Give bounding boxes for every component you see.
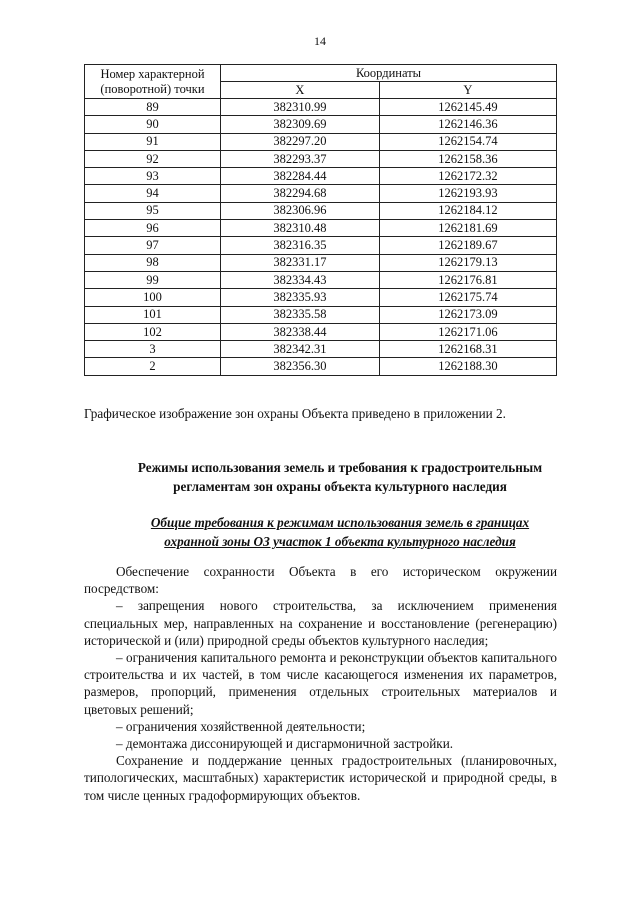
point-number-cell: 3	[85, 341, 221, 358]
table-row	[85, 133, 557, 150]
header-x: X	[221, 82, 380, 99]
paragraph: – ограничения хозяйственной деятельности;	[116, 718, 366, 734]
point-number-cell: 92	[85, 150, 221, 167]
appendix-note: Графическое изображение зон охраны Объекта приведено в приложении 2.	[84, 406, 506, 421]
paragraph: Сохранение и поддержание ценных градостроительных (планировочных, типологических, масштабных) характеристик исторической и природной среды, в том числе ценных градоформирующих объектов.	[84, 753, 557, 803]
coordinates-table	[84, 64, 557, 376]
y-coordinate-cell: 1262171.06	[379, 323, 556, 340]
point-number-cell: 91	[85, 133, 221, 150]
point-number-cell: 94	[85, 185, 221, 202]
y-coordinate-cell: 1262168.31	[379, 341, 556, 358]
table-row	[85, 150, 557, 167]
x-coordinate-cell: 382284.44	[221, 168, 380, 185]
x-coordinate-cell: 382310.48	[221, 220, 380, 237]
header-point-number: Номер характерной (поворотной) точки	[85, 65, 221, 99]
paragraph: – запрещения нового строительства, за исключением применения специальных мер, направленных на сохранение и восстановление (регенерацию) исторической и (или) природной среды объектов культурного наследия;	[84, 598, 557, 648]
y-coordinate-cell: 1262176.81	[379, 271, 556, 288]
y-coordinate-cell: 1262188.30	[379, 358, 556, 375]
table-row	[85, 289, 557, 306]
x-coordinate-cell: 382335.93	[221, 289, 380, 306]
x-coordinate-cell: 382356.30	[221, 358, 380, 375]
x-coordinate-cell: 382334.43	[221, 271, 380, 288]
table-row	[85, 185, 557, 202]
table-row	[85, 220, 557, 237]
header-y: Y	[379, 82, 556, 99]
point-number-cell: 102	[85, 323, 221, 340]
y-coordinate-cell: 1262193.93	[379, 185, 556, 202]
paragraph: – ограничения капитального ремонта и реконструкции объектов капитального строительства и их частей, в том числе касающегося изменения их параметров, размеров, пропорций, применения отдельных строительных материалов и цветовых решений;	[84, 650, 557, 717]
y-coordinate-cell: 1262175.74	[379, 289, 556, 306]
point-number-cell: 99	[85, 271, 221, 288]
paragraph: – демонтажа диссонирующей и дисгармоничной застройки.	[116, 736, 454, 752]
x-coordinate-cell: 382335.58	[221, 306, 380, 323]
coordinates-table-body	[85, 99, 557, 376]
x-coordinate-cell: 382306.96	[221, 202, 380, 219]
point-number-cell: 97	[85, 237, 221, 254]
subsection-title-line: охранной зоны ОЗ участок 1 объекта культурного наследия	[164, 534, 516, 549]
point-number-cell: 90	[85, 116, 221, 133]
table-row	[85, 254, 557, 271]
y-coordinate-cell: 1262173.09	[379, 306, 556, 323]
section-title	[60, 458, 620, 496]
y-coordinate-cell: 1262158.36	[379, 150, 556, 167]
section-title-line: Режимы использования земель и требования к градостроительным	[137, 460, 543, 475]
x-coordinate-cell: 382338.44	[221, 323, 380, 340]
point-number-cell: 96	[85, 220, 221, 237]
page-number: 14	[314, 34, 326, 48]
body-text	[84, 563, 557, 804]
subsection-title-line: Общие требования к режимам использования земель в границах	[150, 515, 530, 530]
y-coordinate-cell: 1262172.32	[379, 168, 556, 185]
y-coordinate-cell: 1262181.69	[379, 220, 556, 237]
table-row	[85, 168, 557, 185]
point-number-cell: 93	[85, 168, 221, 185]
x-coordinate-cell: 382316.35	[221, 237, 380, 254]
y-coordinate-cell: 1262179.13	[379, 254, 556, 271]
x-coordinate-cell: 382310.99	[221, 99, 380, 116]
y-coordinate-cell: 1262146.36	[379, 116, 556, 133]
point-number-cell: 100	[85, 289, 221, 306]
x-coordinate-cell: 382293.37	[221, 150, 380, 167]
header-coordinates: Координаты	[221, 65, 557, 82]
y-coordinate-cell: 1262184.12	[379, 202, 556, 219]
x-coordinate-cell: 382331.17	[221, 254, 380, 271]
point-number-cell: 95	[85, 202, 221, 219]
paragraph: Обеспечение сохранности Объекта в его историческом окружении посредством:	[84, 564, 557, 597]
table-row	[85, 202, 557, 219]
table-row	[85, 271, 557, 288]
table-row	[85, 306, 557, 323]
subsection-title	[60, 513, 620, 551]
y-coordinate-cell: 1262154.74	[379, 133, 556, 150]
point-number-cell: 101	[85, 306, 221, 323]
point-number-cell: 89	[85, 99, 221, 116]
table-row	[85, 237, 557, 254]
table-row	[85, 358, 557, 375]
point-number-cell: 98	[85, 254, 221, 271]
table-row	[85, 116, 557, 133]
y-coordinate-cell: 1262145.49	[379, 99, 556, 116]
x-coordinate-cell: 382297.20	[221, 133, 380, 150]
x-coordinate-cell: 382309.69	[221, 116, 380, 133]
table-row	[85, 99, 557, 116]
y-coordinate-cell: 1262189.67	[379, 237, 556, 254]
point-number-cell: 2	[85, 358, 221, 375]
x-coordinate-cell: 382342.31	[221, 341, 380, 358]
table-row	[85, 341, 557, 358]
table-row	[85, 323, 557, 340]
section-title-line: регламентам зон охраны объекта культурного наследия	[173, 479, 507, 494]
x-coordinate-cell: 382294.68	[221, 185, 380, 202]
